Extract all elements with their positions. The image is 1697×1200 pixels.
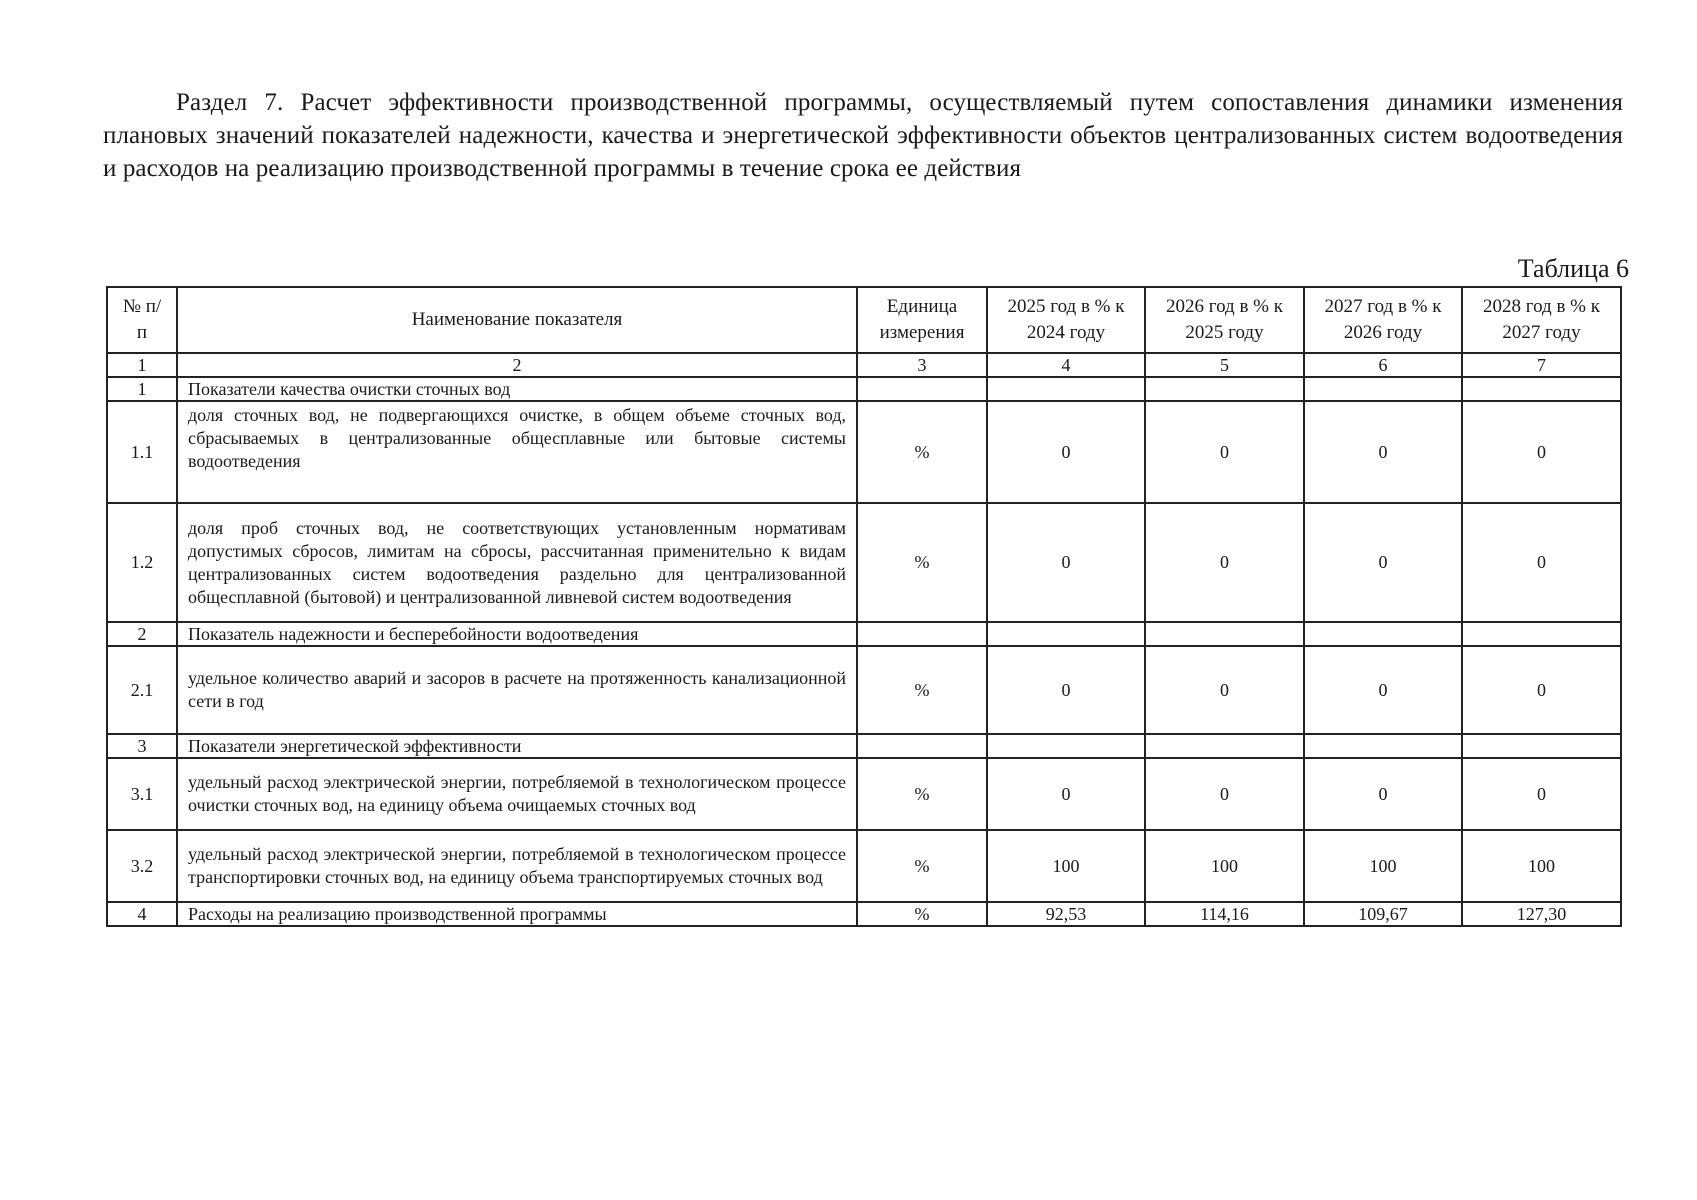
column-number: 7: [1462, 353, 1621, 377]
row-value-2026: [1145, 377, 1304, 401]
column-number: 1: [107, 353, 177, 377]
header-2026: 2026 год в % к 2025 году: [1145, 287, 1304, 353]
header-2025: 2025 год в % к 2024 году: [987, 287, 1145, 353]
row-value-2026: 0: [1145, 646, 1304, 734]
column-number: 6: [1304, 353, 1462, 377]
row-value-2026: 0: [1145, 401, 1304, 503]
row-value-2027: [1304, 622, 1462, 646]
row-value-2025: 0: [987, 758, 1145, 830]
row-value-2025: 0: [987, 646, 1145, 734]
row-value-2028: [1462, 377, 1621, 401]
row-value-2025: [987, 622, 1145, 646]
row-num: 4: [107, 902, 177, 926]
row-value-2026: [1145, 734, 1304, 758]
table-row-section-3: [107, 734, 1621, 758]
row-value-2028: 0: [1462, 503, 1621, 622]
row-num: 1: [107, 377, 177, 401]
row-value-2028: 127,30: [1462, 902, 1621, 926]
row-name: Показатели качества очистки сточных вод: [177, 377, 857, 401]
row-value-2028: 100: [1462, 830, 1621, 902]
row-value-2027: [1304, 377, 1462, 401]
row-value-2027: [1304, 734, 1462, 758]
row-unit: %: [857, 503, 987, 622]
row-unit: %: [857, 646, 987, 734]
row-value-2025: 92,53: [987, 902, 1145, 926]
header-num: № п/п: [107, 287, 177, 353]
row-num: 2.1: [107, 646, 177, 734]
row-value-2025: [987, 377, 1145, 401]
row-value-2025: 100: [987, 830, 1145, 902]
row-value-2026: 114,16: [1145, 902, 1304, 926]
row-name: Показатель надежности и бесперебойности водоотведения: [177, 622, 857, 646]
row-value-2026: 0: [1145, 503, 1304, 622]
row-name: Показатели энергетической эффективности: [177, 734, 857, 758]
table-row-3-2: [107, 830, 1621, 902]
table-row-3-1: [107, 758, 1621, 830]
row-value-2028: 0: [1462, 646, 1621, 734]
table-row-1-2: [107, 503, 1621, 622]
row-value-2026: 100: [1145, 830, 1304, 902]
row-value-2028: 0: [1462, 758, 1621, 830]
table-caption: Таблица 6: [1517, 254, 1629, 283]
row-name: удельный расход электрической энергии, потребляемой в технологическом процессе транспортировки сточных вод, на единицу объема транспортируемых сточных вод: [177, 830, 857, 902]
column-number: 2: [177, 353, 857, 377]
row-unit: [857, 377, 987, 401]
row-value-2026: [1145, 622, 1304, 646]
table-row-2-1: [107, 646, 1621, 734]
row-value-2025: [987, 734, 1145, 758]
row-num: 3.1: [107, 758, 177, 830]
table-row-section-2: [107, 622, 1621, 646]
row-unit: %: [857, 902, 987, 926]
row-value-2028: [1462, 622, 1621, 646]
column-number: 3: [857, 353, 987, 377]
row-unit: [857, 734, 987, 758]
row-value-2027: 0: [1304, 401, 1462, 503]
row-num: 1.2: [107, 503, 177, 622]
row-name: доля проб сточных вод, не соответствующих установленным нормативам допустимых сбросов, лимитам на сбросы, рассчитанная применительно к видам централизованных систем водоотведения раздельно для централизованной общесплавной (бытовой) и централизованной ливневой систем водоотведения: [177, 503, 857, 622]
row-num: 3.2: [107, 830, 177, 902]
column-number: 5: [1145, 353, 1304, 377]
column-numbers-row: [107, 353, 1621, 377]
row-name: удельный расход электрической энергии, потребляемой в технологическом процессе очистки сточных вод, на единицу объема очищаемых сточных вод: [177, 758, 857, 830]
row-value-2027: 0: [1304, 758, 1462, 830]
table-row-1-1: [107, 401, 1621, 503]
row-value-2028: [1462, 734, 1621, 758]
header-name: Наименование показателя: [177, 287, 857, 353]
row-value-2025: 0: [987, 503, 1145, 622]
row-unit: [857, 622, 987, 646]
header-2027: 2027 год в % к 2026 году: [1304, 287, 1462, 353]
row-unit: %: [857, 830, 987, 902]
header-unit: Единица измерения: [857, 287, 987, 353]
row-name: удельное количество аварий и засоров в расчете на протяженность канализационной сети в год: [177, 646, 857, 734]
table-row-section-1: [107, 377, 1621, 401]
row-num: 2: [107, 622, 177, 646]
column-number: 4: [987, 353, 1145, 377]
row-value-2027: 0: [1304, 503, 1462, 622]
row-value-2026: 0: [1145, 758, 1304, 830]
section-heading: Раздел 7. Расчет эффективности производственной программы, осуществляемый путем сопоставления динамики изменения плановых значений показателей надежности, качества и энергетической эффективности объектов централизованных систем водоотведения и расходов на реализацию производственной программы в течение срока ее действия: [103, 89, 1623, 182]
row-name: Расходы на реализацию производственной программы: [177, 902, 857, 926]
row-unit: %: [857, 758, 987, 830]
row-unit: %: [857, 401, 987, 503]
table-header-row: [107, 287, 1621, 353]
table-row-4: [107, 902, 1621, 926]
header-2028: 2028 год в % к 2027 году: [1462, 287, 1621, 353]
row-value-2025: 0: [987, 401, 1145, 503]
indicators-table: [106, 286, 1622, 927]
row-name: доля сточных вод, не подвергающихся очистке, в общем объеме сточных вод, сбрасываемых в централизованные общесплавные или бытовые системы водоотведения: [177, 401, 857, 503]
row-value-2028: 0: [1462, 401, 1621, 503]
row-value-2027: 0: [1304, 646, 1462, 734]
row-value-2027: 100: [1304, 830, 1462, 902]
row-num: 1.1: [107, 401, 177, 503]
row-value-2027: 109,67: [1304, 902, 1462, 926]
row-num: 3: [107, 734, 177, 758]
